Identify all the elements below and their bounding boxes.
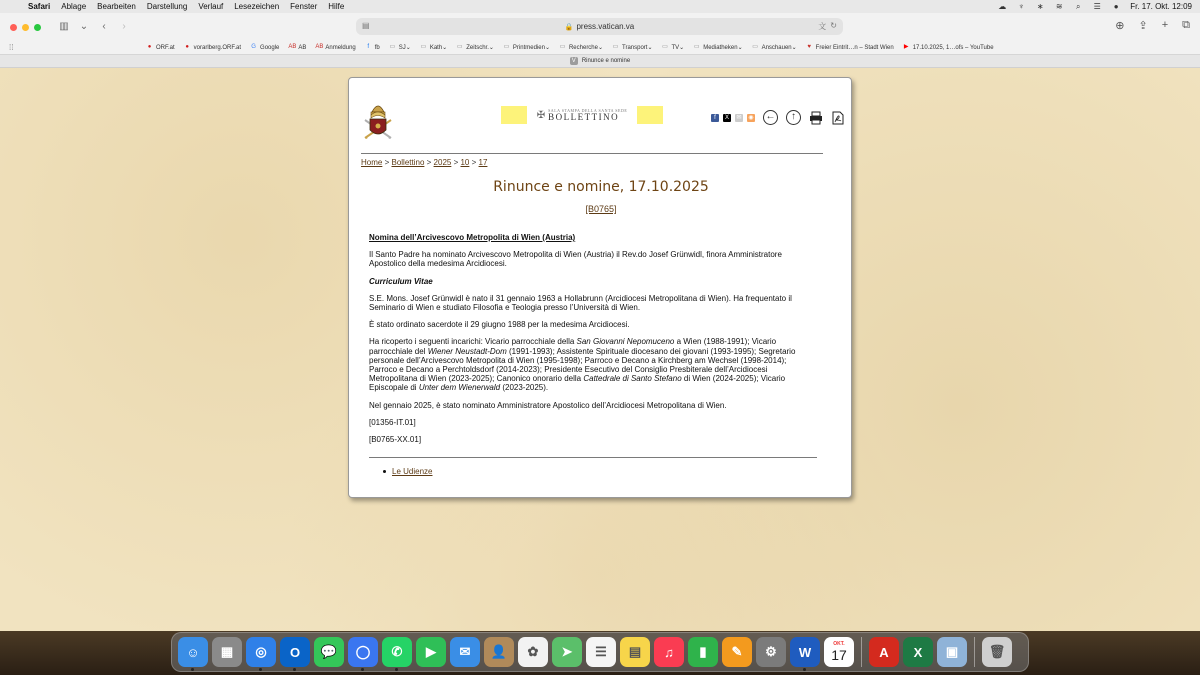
launchpad-icon[interactable] [212,637,242,667]
photos-icon[interactable] [518,637,548,667]
user-icon[interactable]: ● [1113,1,1119,11]
favorite-label: 17.10.2025, 1…ofs – YouTube [912,44,994,51]
dock-glyph: ✆ [391,644,403,659]
favorites-bar [0,41,1200,54]
offices-text: (2023-2025). [500,383,549,393]
page-title: Rinunce e nomine, 17.10.2025 [493,179,709,195]
facetime-icon[interactable] [416,637,446,667]
close-window-button[interactable] [10,24,17,31]
new-tab-icon[interactable]: + [1161,19,1169,31]
banner-text [548,109,627,122]
banner-left-flag [501,106,527,124]
dock-glyph: ✎ [731,644,743,659]
dock-glyph: ☰ [595,644,607,659]
lock-icon: 🔒 [564,23,574,31]
pages-icon[interactable] [722,637,752,667]
menu-lesezeichen[interactable]: Lesezeichen [234,2,280,11]
vatican-favicon-icon: V [571,58,576,64]
favorite-item[interactable] [806,44,894,51]
chevron-down-icon: ⌄ [791,45,797,51]
reminders-icon[interactable] [586,637,616,667]
menu-fenster[interactable]: Fenster [290,2,318,11]
menu-ablage[interactable]: Ablage [61,2,87,11]
breadcrumb-separator: > [426,158,432,167]
acrobat-icon[interactable] [869,637,899,667]
folder-icon: ▭ [662,44,668,50]
footer-divider [369,457,817,458]
favorite-label: Printmedien [512,44,545,51]
folder-icon: ▭ [612,44,619,50]
favorite-label: ORF.at [156,44,175,51]
chevron-down-icon: ⌄ [405,45,411,51]
status-area [997,2,1192,11]
facebook-icon[interactable]: f [711,114,719,122]
folder-icon: ▭ [389,44,396,50]
favorite-label: Anmeldung [325,44,356,51]
bulletin-card [348,77,852,498]
favorite-item[interactable] [315,44,355,51]
chevron-down-icon: ⌄ [679,45,685,51]
word-icon[interactable] [790,637,820,667]
site-favicon-icon: ● [147,44,152,50]
dock-glyph: 👤 [490,644,508,659]
dock [171,632,1029,672]
cloud-icon[interactable]: ☁ [998,1,1007,11]
related-links [383,467,432,476]
notes-icon[interactable] [620,637,650,667]
chevron-down-icon: ⌄ [442,45,448,51]
favorite-item[interactable] [752,44,797,51]
favorite-label: Mediatheken [703,44,738,51]
dock-separator [974,637,975,667]
banner-subtitle: SALA STAMPA DELLA SANTA SEDE [548,107,628,113]
pdf-icon[interactable] [831,111,845,125]
favorite-label: Recherche [568,44,598,51]
bulletin-code [349,204,853,214]
running-indicator [395,668,398,671]
toolbar-right [1115,19,1190,32]
bluetooth-icon[interactable]: ∗ [1036,1,1044,11]
offices-text: (1991-1993); Assistente Spirituale diocesano dei giovani (1993-1995); Segretario personale dell’Arcivescovo Metropolita di Wien (1995-1998); Parroco e Decano a Kirchberg am Wechsel (1998-2014); Parroco e Decano a Perchtoldsdorf (2014-2023); Presidente Esecutivo del Consiglio Presbiterale dell’Arcidiocesi Metropolitana di Wien (2023-2025); Canonico onorario della [369,346,796,384]
page-header [361,98,825,142]
article-heading: Nomina dell’Arcivescovo Metropolita di Wien (Austria) [369,233,576,242]
messages-icon[interactable] [314,637,344,667]
clock[interactable]: Fr. 17. Okt. 12:09 [1130,2,1192,11]
favorite-item[interactable] [420,44,447,51]
bollettino-banner [501,106,663,124]
calendar-day: 17 [831,647,847,663]
share-toolbar [711,110,845,125]
maps-icon[interactable] [552,637,582,667]
favorite-label: Freier Eintrit…n – Stadt Wien [815,44,894,51]
breadcrumb-month[interactable]: 10 [460,158,470,167]
running-indicator [803,668,806,671]
favorite-item[interactable] [288,44,306,51]
menu-hilfe[interactable]: Hilfe [328,2,345,11]
signal-icon[interactable] [348,637,378,667]
folder-icon: ▭ [752,44,758,50]
menu-darstellung[interactable]: Darstellung [146,2,188,11]
tab-bar [0,54,1200,68]
x-icon[interactable]: X [724,114,729,121]
share-icon[interactable]: ⇪ [1138,20,1148,32]
dock-separator [861,637,862,667]
favorite-label: SJ [398,44,406,51]
dock-glyph: ▮ [699,644,707,659]
menu-bearbeiten[interactable]: Bearbeiten [97,2,136,11]
favorite-label: AB [298,44,307,51]
script-icon[interactable]: ♆ [1018,1,1025,11]
breadcrumb-separator: > [471,158,477,167]
favorites-list [146,44,1003,51]
breadcrumb-separator: > [453,158,459,167]
favorite-item[interactable] [389,44,411,51]
dock-glyph: A [879,644,889,660]
contacts-icon[interactable] [484,637,514,667]
dock-glyph: ➤ [561,644,573,659]
dock-glyph: ▶ [426,644,436,659]
dock-glyph: ▤ [628,644,642,659]
menu-safari[interactable]: Safari [28,2,51,11]
site-favicon-icon: ● [185,44,189,50]
page-menu-icon[interactable]: ▤ [362,21,370,30]
trash-icon[interactable] [982,637,1012,667]
folder-icon: ▭ [420,44,427,50]
reload-icon[interactable]: ↻ [830,21,837,30]
back-arrow-icon[interactable]: ← [763,110,778,125]
dock-glyph: ▦ [220,644,234,659]
dock-glyph: ✉ [459,644,471,659]
chevron-down-icon: ⌄ [647,45,653,51]
finder-icon[interactable] [178,637,208,667]
breadcrumb-bollettino[interactable]: Bollettino [391,158,425,167]
favorite-item[interactable] [903,44,994,51]
favorite-item[interactable] [184,44,241,51]
dock-glyph: ⚙ [765,644,777,659]
paragraph-birth: S.E. Mons. Josef Grünwidl è nato il 31 gennaio 1963 a Hollabrunn (Arcidiocesi Metropolitana di Wien). Ha frequentato il Seminario di Wien e studiato Filosofia e Teologia presso l’Università di Wien. [369,293,792,313]
dock-glyph: ✿ [527,644,539,659]
site-favicon-icon: G [251,44,256,50]
music-icon[interactable] [654,637,684,667]
offices-italic: San Giovanni Nepomuceno [576,337,675,347]
tab-overview-icon[interactable]: ⧉ [1182,19,1190,31]
menu-items [28,2,355,11]
favorite-item[interactable] [250,44,279,51]
dock-glyph: ☺ [186,644,200,660]
banner-right-flag [637,106,663,124]
favorite-item[interactable] [146,44,175,51]
chevron-down-icon: ⌄ [597,45,604,51]
chevron-down-icon: ⌄ [544,45,550,51]
favorite-label: Kath [429,44,443,51]
offices-italic: Wiener Neustadt-Dom [427,346,507,356]
mail-icon[interactable] [450,637,480,667]
article-body [369,233,813,452]
favorite-label: Google [260,44,280,51]
le-udienze-link[interactable]: Le Udienze [392,467,433,476]
reference-code: [01356-IT.01] [369,417,416,427]
address-actions [818,21,837,32]
rss-icon[interactable]: ◉ [748,114,754,121]
favorite-item[interactable] [503,44,550,51]
site-favicon-icon: f [367,44,370,50]
favorite-label: Anschauen [761,44,792,51]
favorite-label: Zeitschr. [466,44,489,51]
running-indicator [361,668,364,671]
forward-button[interactable]: › [122,21,126,32]
paragraph-administrator: Nel gennaio 2025, è stato nominato Amministratore Apostolico dell’Arcidiocesi Metropolitana di Wien. [369,400,727,410]
paragraph-offices [369,337,813,392]
download-icon[interactable]: ⊕ [1115,20,1125,32]
papal-crest-icon [361,98,395,140]
running-indicator [191,668,194,671]
offices-italic: Unter dem Wienerwald [418,383,501,393]
minimize-window-button[interactable] [22,24,29,31]
page-viewport [0,68,1200,631]
preview-icon[interactable] [937,637,967,667]
favorite-label: fb [374,44,380,51]
up-arrow-icon[interactable]: ↑ [786,110,801,125]
address-bar[interactable] [356,18,843,35]
favorite-item[interactable] [456,44,494,51]
calendar-month: OKT. [833,641,845,647]
folder-icon: ▭ [503,44,510,50]
site-favicon-icon: ♥ [807,44,811,50]
chevron-down-icon[interactable]: ⌄ [79,21,89,32]
dock-glyph: ◎ [255,644,267,659]
sidebar-toggle-icon[interactable]: ▥ [59,21,69,32]
folder-icon: ▭ [693,44,700,50]
print-icon[interactable] [809,111,823,125]
system-settings-icon[interactable] [756,637,786,667]
chevron-down-icon: ⌄ [737,45,743,51]
translate-icon[interactable]: 文 [818,22,827,31]
macos-menubar [0,0,1200,13]
site-favicon-icon: AB [288,44,297,50]
favorite-label: vorarlberg.ORF.at [193,44,242,51]
favorite-label: TV [671,44,680,51]
breadcrumb-home[interactable]: Home [361,158,383,167]
back-button[interactable]: ‹ [102,21,106,32]
window-controls [10,24,41,31]
running-indicator [293,668,296,671]
control-center-icon[interactable]: ☰ [1093,1,1101,11]
bulletin-code-link[interactable]: [B0765] [585,204,617,214]
offices-text: di Wien (2024-2025); Vicario Episcopale di [369,374,786,393]
dock-glyph: W [798,644,812,660]
safari-icon[interactable] [246,637,276,667]
excel-icon[interactable] [903,637,933,667]
site-favicon-icon: AB [315,44,324,50]
dock-glyph: ◯ [355,644,371,659]
numbers-icon[interactable] [688,637,718,667]
favorite-item[interactable] [559,44,603,51]
calendar-icon[interactable] [824,637,854,667]
cv-heading: Curriculum Vitae [369,276,433,286]
tab-title[interactable]: Rinunce e nomine [581,58,631,64]
folder-icon: ▭ [456,44,463,50]
dock-glyph: ♫ [664,644,674,660]
offices-text: a Wien (1988-1991); Vicario parrocchiale del [369,337,777,356]
bullet-icon [383,470,386,473]
breadcrumb [361,158,487,167]
zoom-window-button[interactable] [34,24,41,31]
breadcrumb-year[interactable]: 2025 [433,158,452,167]
dock-glyph: 🗑 [988,644,1006,659]
site-favicon-icon: ▶ [903,44,909,50]
paragraph-ordination: È stato ordinato sacerdote il 29 giugno 1988 per la medesima Arcidiocesi. [369,320,630,330]
wifi-icon[interactable]: ≋ [1055,1,1063,11]
chevron-down-icon: ⌄ [488,45,494,51]
breadcrumb-day[interactable]: 17 [478,158,488,167]
reference-code: [B0765-XX.01] [369,435,422,445]
favorite-item[interactable] [693,44,742,51]
browser-toolbar [0,13,1200,41]
folder-icon: ▭ [559,44,566,50]
dock-glyph: 💬 [320,644,338,659]
dock-glyph: ▣ [945,644,959,659]
menu-verlauf[interactable]: Verlauf [198,2,224,11]
favorite-item[interactable] [365,44,380,51]
dock-glyph: X [913,644,923,660]
favorite-item[interactable] [612,44,652,51]
keys-icon: ✠ [536,109,546,121]
favorite-label: Transport [622,44,648,51]
breadcrumb-separator: > [384,158,390,167]
favorites-grid-icon[interactable]: ⁞⁞ [9,43,14,52]
favorite-item[interactable] [662,44,685,51]
offices-italic: Cattedrale di Santo Stefano [583,374,682,384]
offices-text: Ha ricoperto i seguenti incarichi: Vicario parrocchiale della [369,337,577,347]
paragraph-nomination: Il Santo Padre ha nominato Arcivescovo Metropolita di Wien (Austria) il Rev.do Josef Grünwidl, finora Amministratore Apostolico della medesima Arcidiocesi. [369,250,782,269]
email-share-icon[interactable]: ✉ [736,114,742,121]
url-text: press.vatican.va [576,22,635,31]
header-divider [361,153,823,154]
dock-glyph: O [289,644,301,660]
banner-main-title: BOLLETTINO [548,111,620,122]
spotlight-search-icon[interactable]: ⌕ [1075,1,1081,11]
outlook-icon[interactable] [280,637,310,667]
running-indicator [259,668,262,671]
whatsapp-icon[interactable] [382,637,412,667]
banner-title [527,109,637,122]
